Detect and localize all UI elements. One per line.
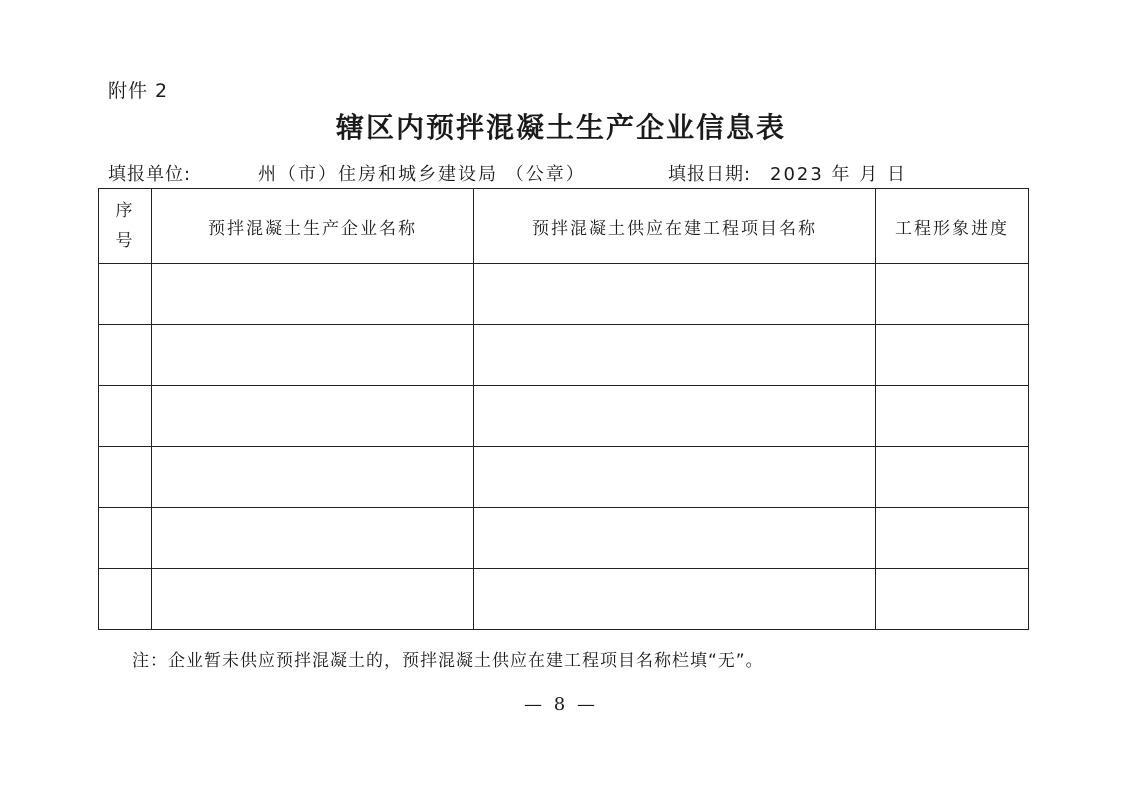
header-seq-line1: 序 [115,201,135,221]
date-value: 2023 年 月 日 [770,164,907,185]
table-row [99,386,1029,447]
page-number: — 8 — [524,694,598,715]
cell-progress [876,569,1029,630]
cell-company-name [152,447,474,508]
cell-progress [876,447,1029,508]
table-header-row [99,189,1029,264]
cell-seq [99,264,152,325]
header-seq [99,189,152,264]
cell-project-name [474,264,876,325]
page-title: 辖区内预拌混凝土生产企业信息表 [335,111,786,144]
unit-label: 填报单位: [108,164,192,185]
cell-company-name [152,569,474,630]
cell-project-name [474,325,876,386]
table-body [99,264,1029,630]
table-row [99,447,1029,508]
fill-info-row [108,160,1028,186]
cell-seq [99,325,152,386]
cell-progress [876,325,1029,386]
cell-seq [99,447,152,508]
table-row [99,569,1029,630]
cell-project-name [474,569,876,630]
unit-value: 州（市）住房和城乡建设局 （公章） [258,164,586,185]
cell-seq [99,569,152,630]
cell-seq [99,386,152,447]
cell-company-name [152,264,474,325]
header-company-name: 预拌混凝土生产企业名称 [152,189,474,264]
date-label: 填报日期: [668,164,752,185]
cell-company-name [152,386,474,447]
cell-company-name [152,508,474,569]
cell-company-name [152,325,474,386]
cell-project-name [474,447,876,508]
header-progress: 工程形象进度 [876,189,1029,264]
attachment-label: 附件 2 [108,80,169,102]
cell-progress [876,386,1029,447]
table-row [99,264,1029,325]
cell-progress [876,508,1029,569]
footnote: 注：企业暂未供应预拌混凝土的，预拌混凝土供应在建工程项目名称栏填“无”。 [132,651,764,671]
table-row [99,508,1029,569]
cell-project-name [474,508,876,569]
table-row [99,325,1029,386]
header-seq-line2: 号 [115,231,135,251]
header-project-name: 预拌混凝土供应在建工程项目名称 [474,189,876,264]
cell-progress [876,264,1029,325]
cell-seq [99,508,152,569]
info-table [98,188,1029,630]
cell-project-name [474,386,876,447]
